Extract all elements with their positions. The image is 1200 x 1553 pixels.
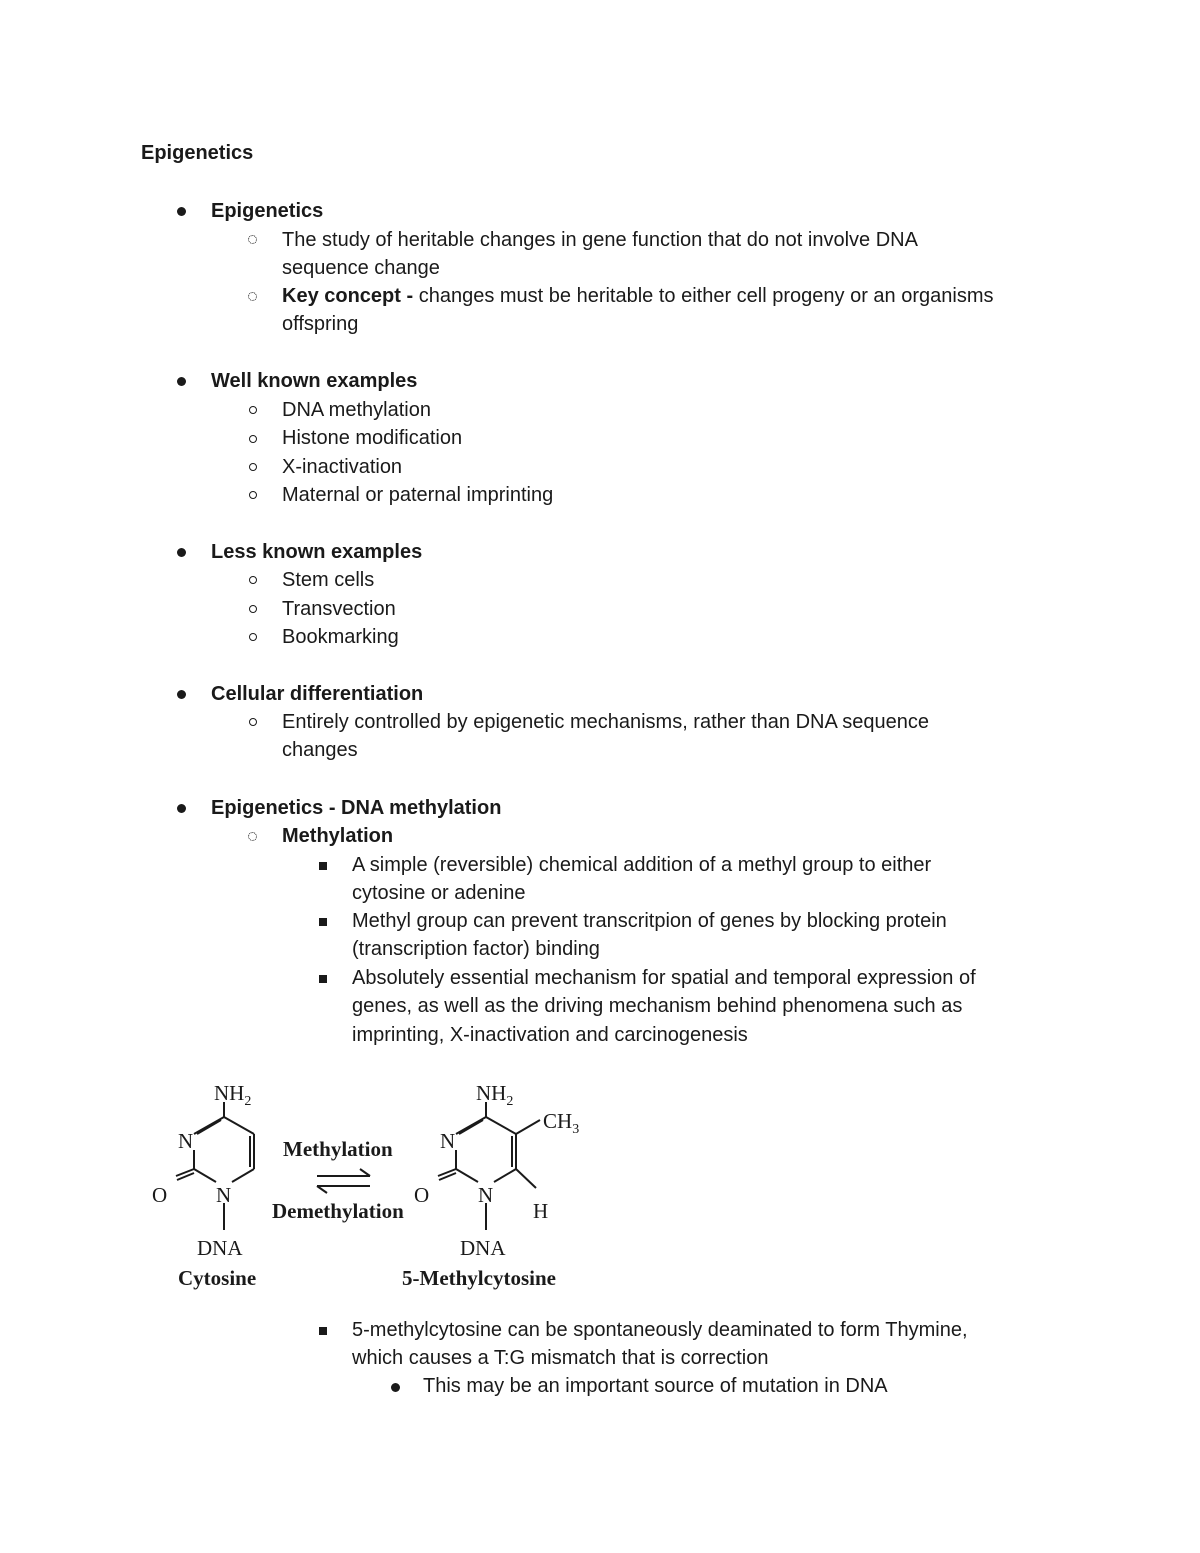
circle-bullet-icon	[249, 435, 257, 443]
dotted-circle-bullet-icon	[248, 832, 257, 841]
square-bullet-icon	[319, 918, 327, 926]
section-heading: Cellular differentiation	[211, 683, 424, 705]
list-item-text: imprinting, X-inactivation and carcinogenesis	[352, 1024, 748, 1046]
nh2-label: $NH_2$	[476, 1081, 514, 1109]
circle-bullet-icon	[249, 718, 257, 726]
circle-bullet-icon	[249, 491, 257, 499]
list-item-text: offspring	[282, 313, 359, 335]
ring-nitrogen-label: N	[440, 1129, 456, 1153]
list-item-text: Transvection	[282, 598, 396, 620]
list-item-text: sequence change	[282, 257, 440, 279]
bullet-icon	[391, 1383, 400, 1392]
list-item-text: which causes a T:G mismatch that is correction	[352, 1347, 769, 1369]
circle-bullet-icon	[249, 576, 257, 584]
circle-bullet-icon	[249, 633, 257, 641]
bullet-icon	[177, 804, 186, 813]
ring-nitrogen-label: N	[216, 1183, 232, 1207]
list-item-text: This may be an important source of mutation in DNA	[423, 1375, 888, 1397]
subheading: Methylation	[282, 825, 394, 847]
list-item-text: 5-methylcytosine can be spontaneously deaminated to form Thymine,	[352, 1319, 968, 1341]
list-item-text: (transcription factor) binding	[352, 938, 600, 960]
hydrogen-label: H	[533, 1199, 549, 1223]
list-item-text: Stem cells	[282, 569, 375, 591]
dna-label: DNA	[197, 1236, 243, 1260]
square-bullet-icon	[319, 862, 327, 870]
bullet-icon	[177, 548, 186, 557]
list-item-text	[282, 282, 993, 310]
square-bullet-icon	[319, 975, 327, 983]
list-item-text: Absolutely essential mechanism for spatial and temporal expression of	[352, 967, 976, 989]
methylation-figure	[140, 1070, 610, 1300]
section-heading: Epigenetics	[211, 200, 324, 222]
ring-nitrogen-label: N	[478, 1183, 494, 1207]
section-heading: Less known examples	[211, 541, 423, 563]
list-item-text: Histone modification	[282, 427, 463, 449]
circle-bullet-icon	[249, 406, 257, 414]
list-item-text: Bookmarking	[282, 626, 399, 648]
list-item-text: The study of heritable changes in gene function that do not involve DNA	[282, 229, 918, 251]
list-item-text: Entirely controlled by epigenetic mechanisms, rather than DNA sequence	[282, 711, 930, 733]
circle-bullet-icon	[249, 463, 257, 471]
dotted-circle-bullet-icon	[248, 292, 257, 301]
oxygen-label: O	[152, 1183, 168, 1207]
list-item-text: genes, as well as the driving mechanism behind phenomena such as	[352, 995, 963, 1017]
dotted-circle-bullet-icon	[248, 235, 257, 244]
list-item-text: changes	[282, 739, 358, 761]
square-bullet-icon	[319, 1327, 327, 1335]
section-heading: Well known examples	[211, 370, 418, 392]
section-heading: Epigenetics - DNA methylation	[211, 797, 502, 819]
page-title: Epigenetics	[141, 142, 254, 164]
bullet-icon	[177, 207, 186, 216]
key-concept-text: changes must be heritable to either cell progeny or an organisms	[413, 285, 994, 307]
list-item-text: A simple (reversible) chemical addition of a methyl group to either	[352, 854, 932, 876]
demethylation-label: Demethylation	[272, 1199, 404, 1223]
list-item-text: X-inactivation	[282, 456, 403, 478]
list-item-text: Maternal or paternal imprinting	[282, 484, 554, 506]
methylcytosine-label: 5-Methylcytosine	[402, 1266, 556, 1290]
bullet-icon	[177, 690, 186, 699]
circle-bullet-icon	[249, 605, 257, 613]
bullet-icon	[177, 377, 186, 386]
cytosine-label: Cytosine	[178, 1266, 257, 1290]
oxygen-label: O	[414, 1183, 430, 1207]
methylation-label: Methylation	[283, 1137, 393, 1161]
list-item-text: DNA methylation	[282, 399, 431, 421]
ring-nitrogen-label: N	[178, 1129, 194, 1153]
ch3-label: $CH_3$	[543, 1109, 580, 1137]
key-concept-label: Key concept -	[282, 285, 414, 307]
nh2-label: $NH_2$	[214, 1081, 252, 1109]
list-item-text: cytosine or adenine	[352, 882, 526, 904]
dna-label: DNA	[460, 1236, 506, 1260]
list-item-text: Methyl group can prevent transcritpion of genes by blocking protein	[352, 910, 947, 932]
